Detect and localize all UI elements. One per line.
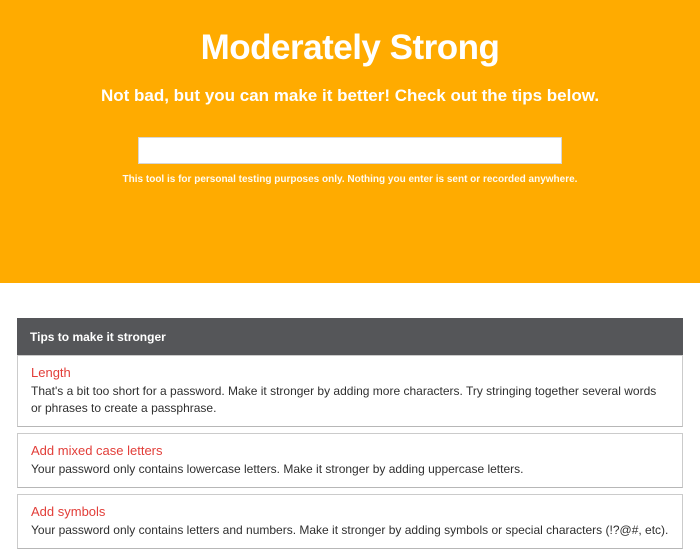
strength-rating-title: Moderately Strong <box>200 28 500 67</box>
tip-item-symbols <box>17 494 683 549</box>
tips-panel-header-label: Tips to make it stronger <box>30 329 166 344</box>
tip-body: Your password only contains letters and numbers. Make it stronger by adding symbols or special characters (!?@#, etc). <box>31 523 669 537</box>
strength-subtitle: Not bad, but you can make it better! Check out the tips below. <box>100 86 600 105</box>
tip-title: Add mixed case letters <box>31 443 163 458</box>
tip-body: Your password only contains lowercase letters. Make it stronger by adding uppercase letters. <box>31 462 524 476</box>
tip-body: That's a bit too short for a password. Make it stronger by adding more characters. Try stringing together several words or phrases to create a passphrase. <box>31 384 657 415</box>
tip-title: Length <box>31 365 71 380</box>
password-input-wrap <box>0 137 700 164</box>
tips-panel <box>17 318 683 549</box>
tip-item-mixed-case <box>17 433 683 488</box>
tip-item-length <box>17 355 683 427</box>
tip-title: Add symbols <box>31 504 106 519</box>
password-input[interactable] <box>138 137 562 164</box>
privacy-disclaimer: This tool is for personal testing purposes only. Nothing you enter is sent or recorded anywhere. <box>122 174 578 185</box>
tips-panel-header <box>17 318 683 355</box>
